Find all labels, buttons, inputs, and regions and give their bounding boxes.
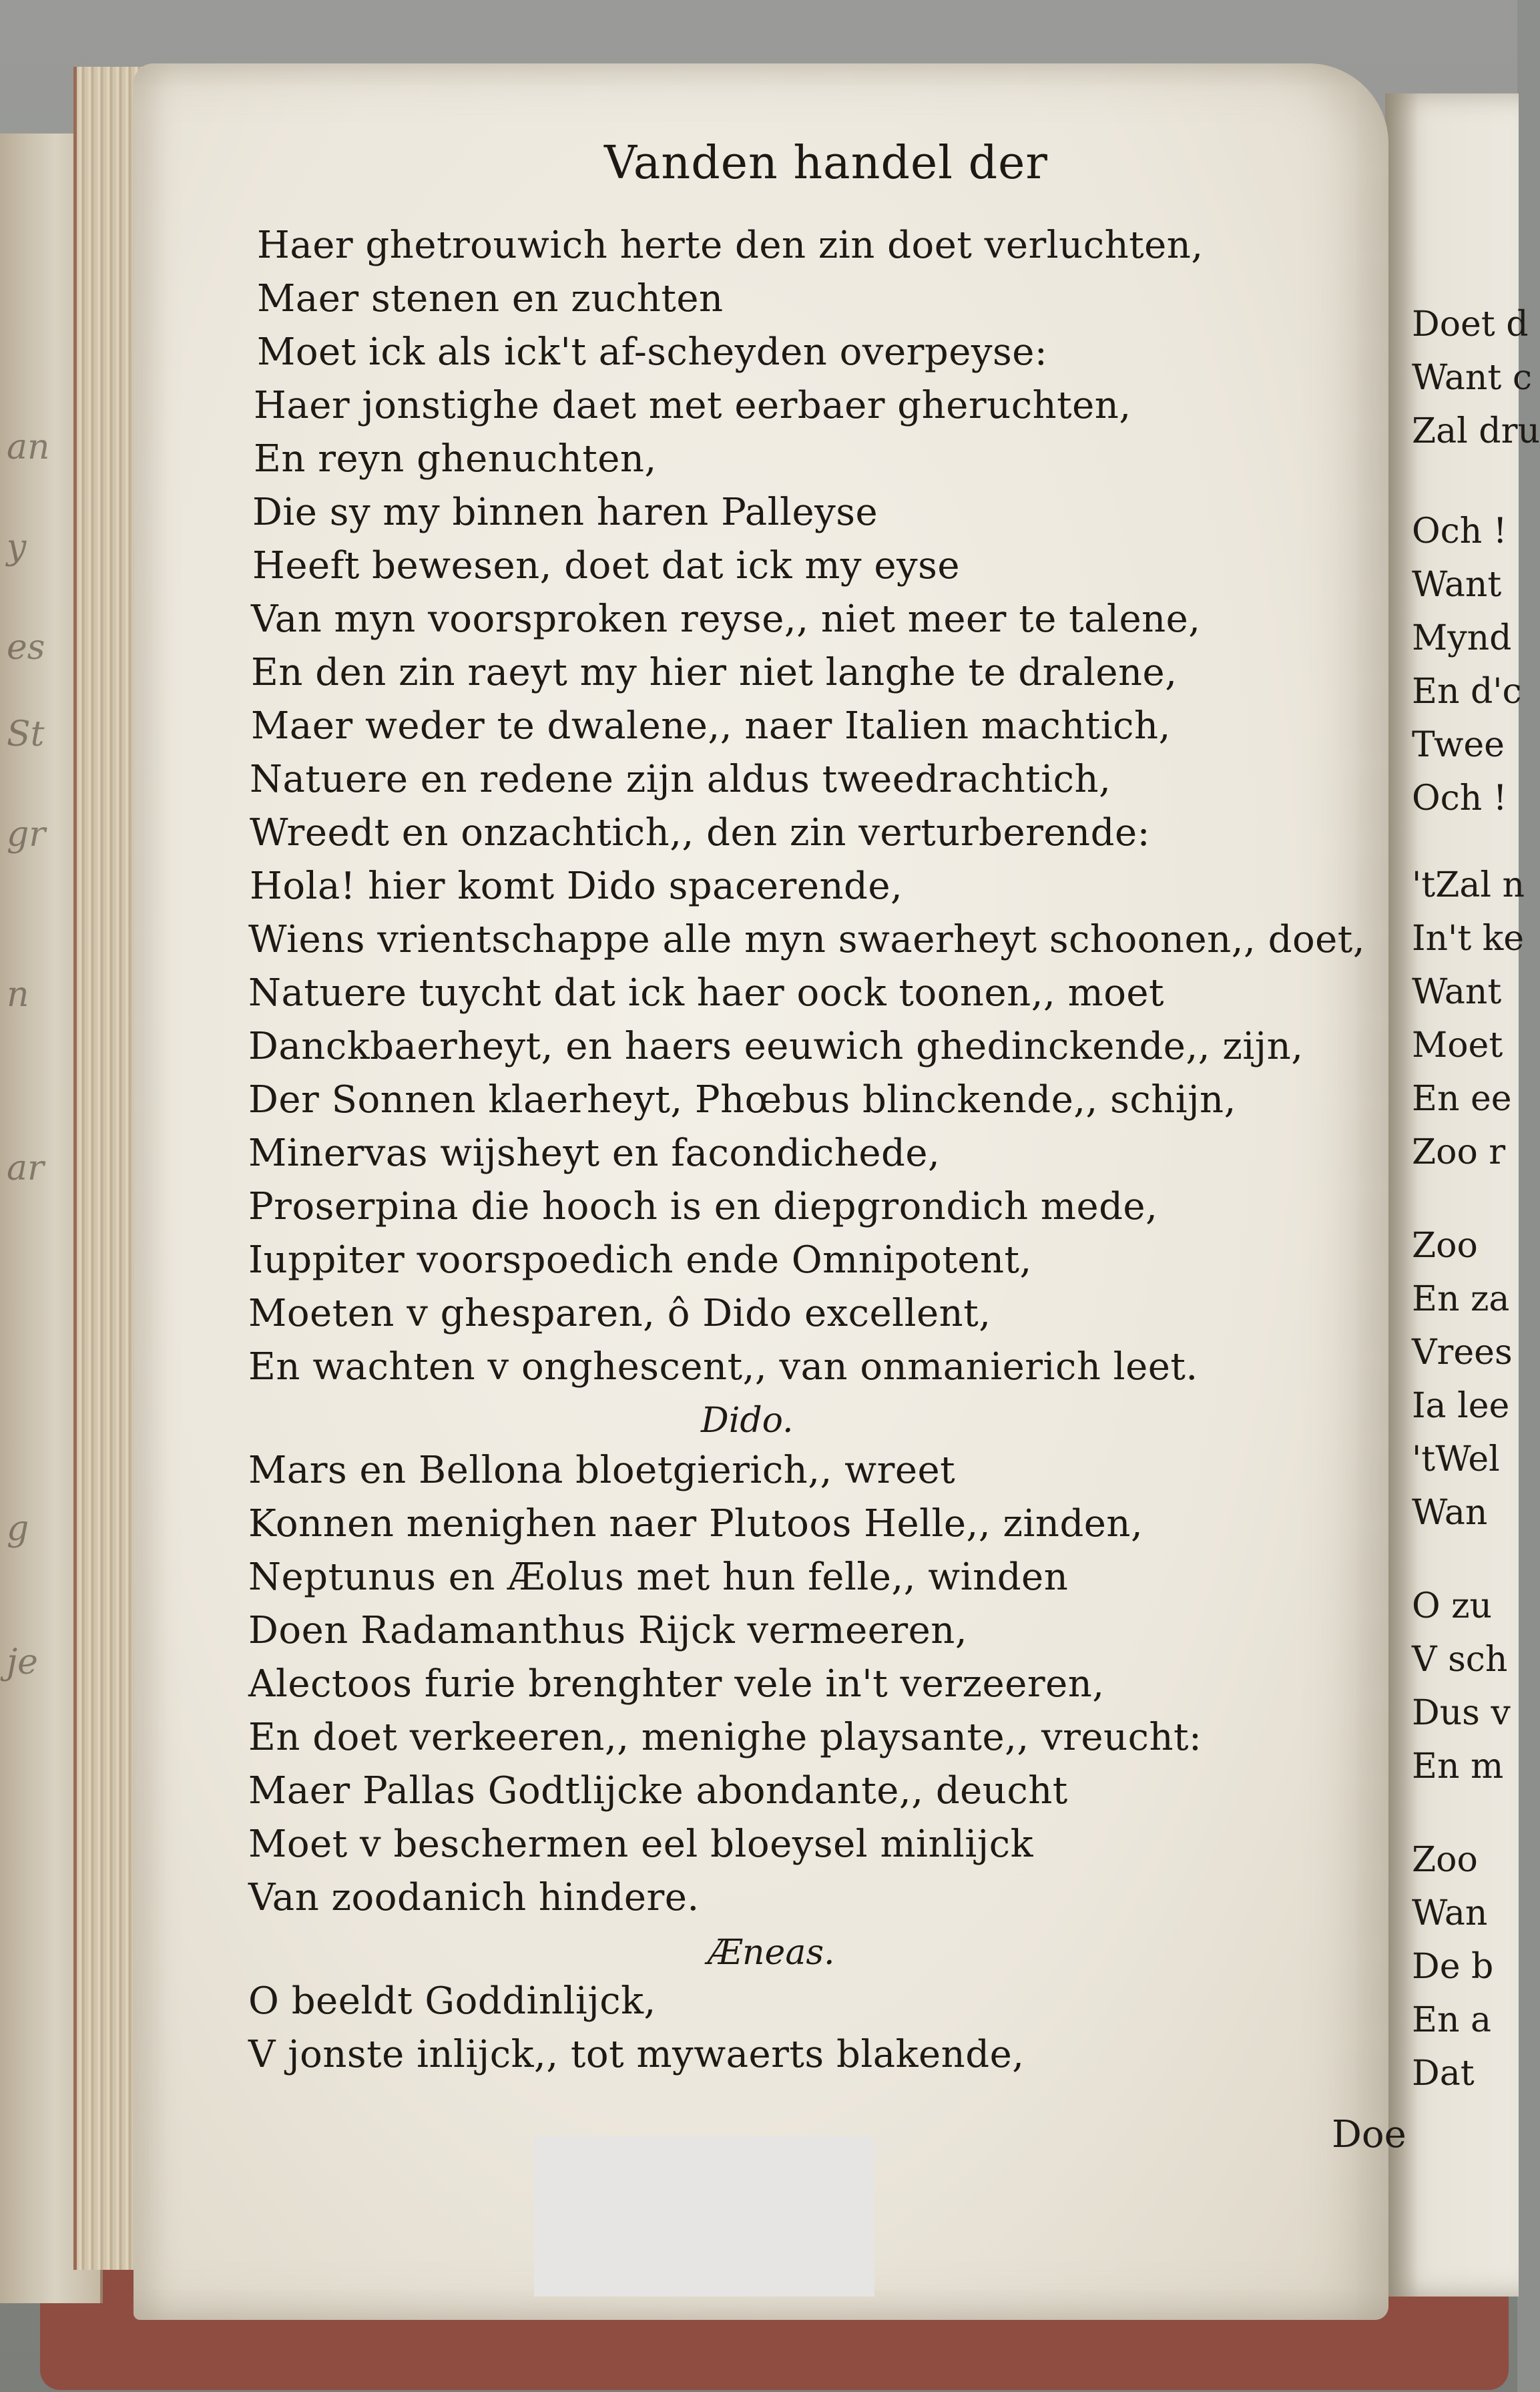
margin-fragment: gr bbox=[7, 814, 46, 855]
verse-line: V jonste inlijck,, tot mywaerts blakende, bbox=[248, 2033, 1025, 2076]
verse-line: Moeten v ghesparen, ô Dido excellent, bbox=[248, 1292, 991, 1335]
right-page-fragment: En m bbox=[1412, 1746, 1504, 1786]
right-page-fragment: Och ! bbox=[1412, 778, 1507, 818]
verse-line: Wiens vrientschappe alle myn swaerheyt schoonen,, doet, bbox=[248, 918, 1366, 961]
right-page-fragment: Ia lee bbox=[1412, 1386, 1510, 1426]
right-page-fragment: Moet bbox=[1412, 1025, 1503, 1065]
right-page-fragment: En d'c bbox=[1412, 672, 1522, 712]
margin-fragment: je bbox=[7, 1642, 38, 1682]
right-page-fragment: Vrees bbox=[1412, 1333, 1513, 1373]
verse-line: Iuppiter voorspoedich ende Omnipotent, bbox=[248, 1238, 1032, 1282]
right-page-fragment: Zal dru bbox=[1412, 411, 1540, 451]
margin-fragment: ar bbox=[7, 1148, 44, 1188]
verse-line: Neptunus en Æolus met hun felle,, winden bbox=[248, 1556, 1069, 1599]
right-page-fragment: Zoo r bbox=[1412, 1132, 1506, 1172]
verse-line: Natuere en redene zijn aldus tweedrachtich, bbox=[250, 758, 1111, 801]
running-header: Vanden handel der bbox=[604, 137, 1048, 190]
verse-line: En reyn ghenuchten, bbox=[254, 437, 657, 481]
right-page-fragment: Zoo bbox=[1412, 1840, 1478, 1880]
verse-line: Hola! hier komt Dido spacerende, bbox=[250, 865, 903, 908]
right-page-fragment: Wan bbox=[1412, 1893, 1488, 1933]
speaker-label-dido: Dido. bbox=[701, 1401, 794, 1441]
verse-line: Doen Radamanthus Rijck vermeeren, bbox=[248, 1609, 968, 1652]
verse-line: Van myn voorsproken reyse,, niet meer te talene, bbox=[251, 597, 1201, 641]
right-page-fragment: Want bbox=[1412, 972, 1502, 1012]
verse-line: En wachten v onghescent,, van onmanierich leet. bbox=[248, 1345, 1198, 1389]
right-page-fragment: Mynd bbox=[1412, 618, 1512, 658]
verse-line: Natuere tuycht dat ick haer oock toonen,, moet bbox=[248, 971, 1165, 1015]
margin-fragment: n bbox=[7, 975, 29, 1015]
library-label bbox=[534, 2136, 874, 2297]
verse-line: Die sy my binnen haren Palleyse bbox=[252, 491, 878, 534]
verse-line: Alectoos furie brenghter vele in't verzeeren, bbox=[248, 1662, 1105, 1706]
right-page-fragment: Twee bbox=[1412, 725, 1505, 765]
verse-line: Maer stenen en zuchten bbox=[257, 277, 724, 320]
verse-line: Haer jonstighe daet met eerbaer gheruchten, bbox=[254, 384, 1131, 427]
margin-fragment: g bbox=[7, 1509, 29, 1549]
verse-line: Moet v beschermen eel bloeysel minlijck bbox=[248, 1823, 1034, 1866]
verse-line: Konnen menighen naer Plutoos Helle,, zinden, bbox=[248, 1502, 1143, 1545]
speaker-label-aeneas: Æneas. bbox=[708, 1933, 835, 1973]
verse-line: Minervas wijsheyt en facondichede, bbox=[248, 1132, 941, 1175]
right-page-fragment: 'tWel bbox=[1412, 1439, 1500, 1479]
right-page-fragment: Zoo bbox=[1412, 1226, 1478, 1266]
verse-line: Heeft bewesen, doet dat ick my eyse bbox=[252, 544, 961, 587]
margin-fragment: es bbox=[7, 628, 45, 668]
right-page-fragment: Doet d bbox=[1412, 304, 1529, 344]
right-page-fragment: Dat bbox=[1412, 2054, 1475, 2094]
margin-fragment: y bbox=[7, 527, 27, 567]
right-page-fragment: En a bbox=[1412, 2000, 1491, 2040]
right-page-fragment: V sch bbox=[1412, 1640, 1508, 1680]
right-page-fragment: De b bbox=[1412, 1947, 1494, 1987]
right-page-fragment: Wan bbox=[1412, 1493, 1488, 1533]
right-page-fragment: Dus v bbox=[1412, 1693, 1511, 1733]
margin-fragment: an bbox=[7, 427, 50, 467]
catchword: Doe bbox=[1332, 2113, 1406, 2156]
right-page-fragment: Och ! bbox=[1412, 511, 1507, 551]
verse-line: O beeldt Goddinlijck, bbox=[248, 1979, 656, 2023]
verse-line: En den zin raeyt my hier niet langhe te dralene, bbox=[251, 651, 1178, 694]
verse-line: Mars en Bellona bloetgierich,, wreet bbox=[248, 1449, 956, 1492]
verse-line: Wreedt en onzachtich,, den zin verturberende: bbox=[250, 811, 1150, 855]
right-page-fragment: En ee bbox=[1412, 1079, 1512, 1119]
verse-line: Danckbaerheyt, en haers eeuwich ghedinckende,, zijn, bbox=[248, 1025, 1304, 1068]
right-page-fragment: 'tZal n bbox=[1412, 865, 1525, 905]
margin-fragment: St bbox=[7, 714, 45, 754]
right-page-fragment: Want bbox=[1412, 565, 1502, 605]
verse-line: Van zoodanich hindere. bbox=[248, 1876, 700, 1919]
verse-line: Der Sonnen klaerheyt, Phœbus blinckende,, schijn, bbox=[248, 1078, 1236, 1122]
verse-line: Maer weder te dwalene,, naer Italien machtich, bbox=[251, 704, 1171, 748]
right-page-fragment: O zu bbox=[1412, 1586, 1493, 1626]
right-page-fragment: En za bbox=[1412, 1279, 1510, 1319]
right-page-fragment: Want c bbox=[1412, 358, 1532, 398]
verse-line: Maer Pallas Godtlijcke abondante,, deucht bbox=[248, 1769, 1068, 1813]
verse-line: Moet ick als ick't af-scheyden overpeyse: bbox=[257, 330, 1048, 374]
right-page-fragment: In't ke bbox=[1412, 919, 1525, 959]
verse-line: En doet verkeeren,, menighe playsante,, vreucht: bbox=[248, 1716, 1202, 1759]
verse-line: Proserpina die hooch is en diepgrondich mede, bbox=[248, 1185, 1158, 1228]
verse-line: Haer ghetrouwich herte den zin doet verluchten, bbox=[257, 224, 1204, 267]
